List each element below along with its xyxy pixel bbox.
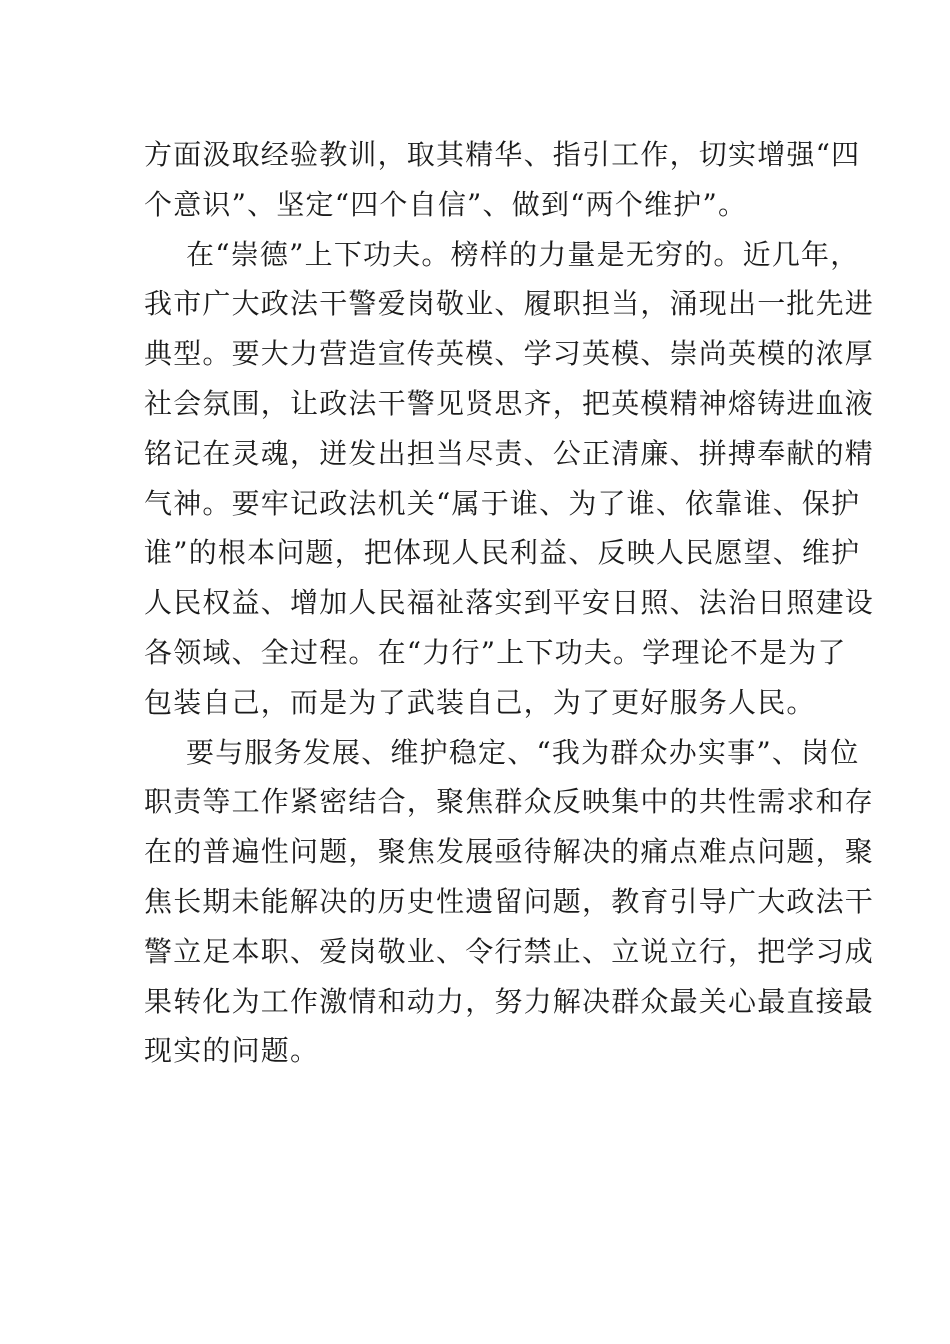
paragraph-3-line-6: 果转化为工作激情和动力，努力解决群众最关心最直接最 [144, 984, 875, 1018]
paragraph-3-line-4: 焦长期未能解决的历史性遗留问题，教育引导广大政法干 [144, 884, 875, 918]
paragraph-2-line-8: 人民权益、增加人民福祉落实到平安日照、法治日照建设 [144, 586, 875, 620]
paragraph-2-line-10: 包装自己，而是为了武装自己，为了更好服务人民。 [144, 685, 816, 719]
paragraph-2-line-7: 谁”的根本问题，把体现人民利益、反映人民愿望、维护 [144, 536, 861, 570]
paragraph-2-line-2: 我市广大政法干警爱岗敬业、履职担当，涌现出一批先进 [144, 287, 875, 321]
paragraph-2-line-4: 社会氛围，让政法干警见贤思齐，把英模精神熔铸进血液 [144, 386, 875, 420]
paragraph-1-line-1: 方面汲取经验教训，取其精华、指引工作，切实增强“四 [144, 138, 861, 171]
paragraph-2-line-5: 铭记在灵魂，迸发出担当尽责、公正清廉、拼搏奉献的精 [144, 436, 875, 470]
paragraph-2-line-1: 在“崇德”上下功夫。榜样的力量是无穷的。近几年， [186, 237, 860, 271]
paragraph-3-line-1: 要与服务发展、维护稳定、“我为群众办实事”、岗位 [186, 735, 860, 769]
document-body [144, 130, 875, 1076]
paragraph-2-line-9: 各领域、全过程。在“力行”上下功夫。学理论不是为了 [144, 635, 847, 669]
paragraph-3-line-2: 职责等工作紧密结合，聚焦群众反映集中的共性需求和存 [144, 785, 875, 819]
paragraph-2-line-6: 气神。要牢记政法机关“属于谁、为了谁、依靠谁、保护 [144, 486, 861, 520]
paragraph-3-line-3: 在的普遍性问题，聚焦发展亟待解决的痛点难点问题，聚 [144, 835, 875, 869]
paragraph-1-line-2: 个意识”、坚定“四个自信”、做到“两个维护”。 [144, 187, 748, 221]
paragraph-2-line-3: 典型。要大力营造宣传英模、学习英模、崇尚英模的浓厚 [144, 337, 875, 371]
paragraph-3-line-7: 现实的问题。 [144, 1034, 320, 1068]
paragraph-3-line-5: 警立足本职、爱岗敬业、令行禁止、立说立行，把学习成 [144, 934, 875, 968]
